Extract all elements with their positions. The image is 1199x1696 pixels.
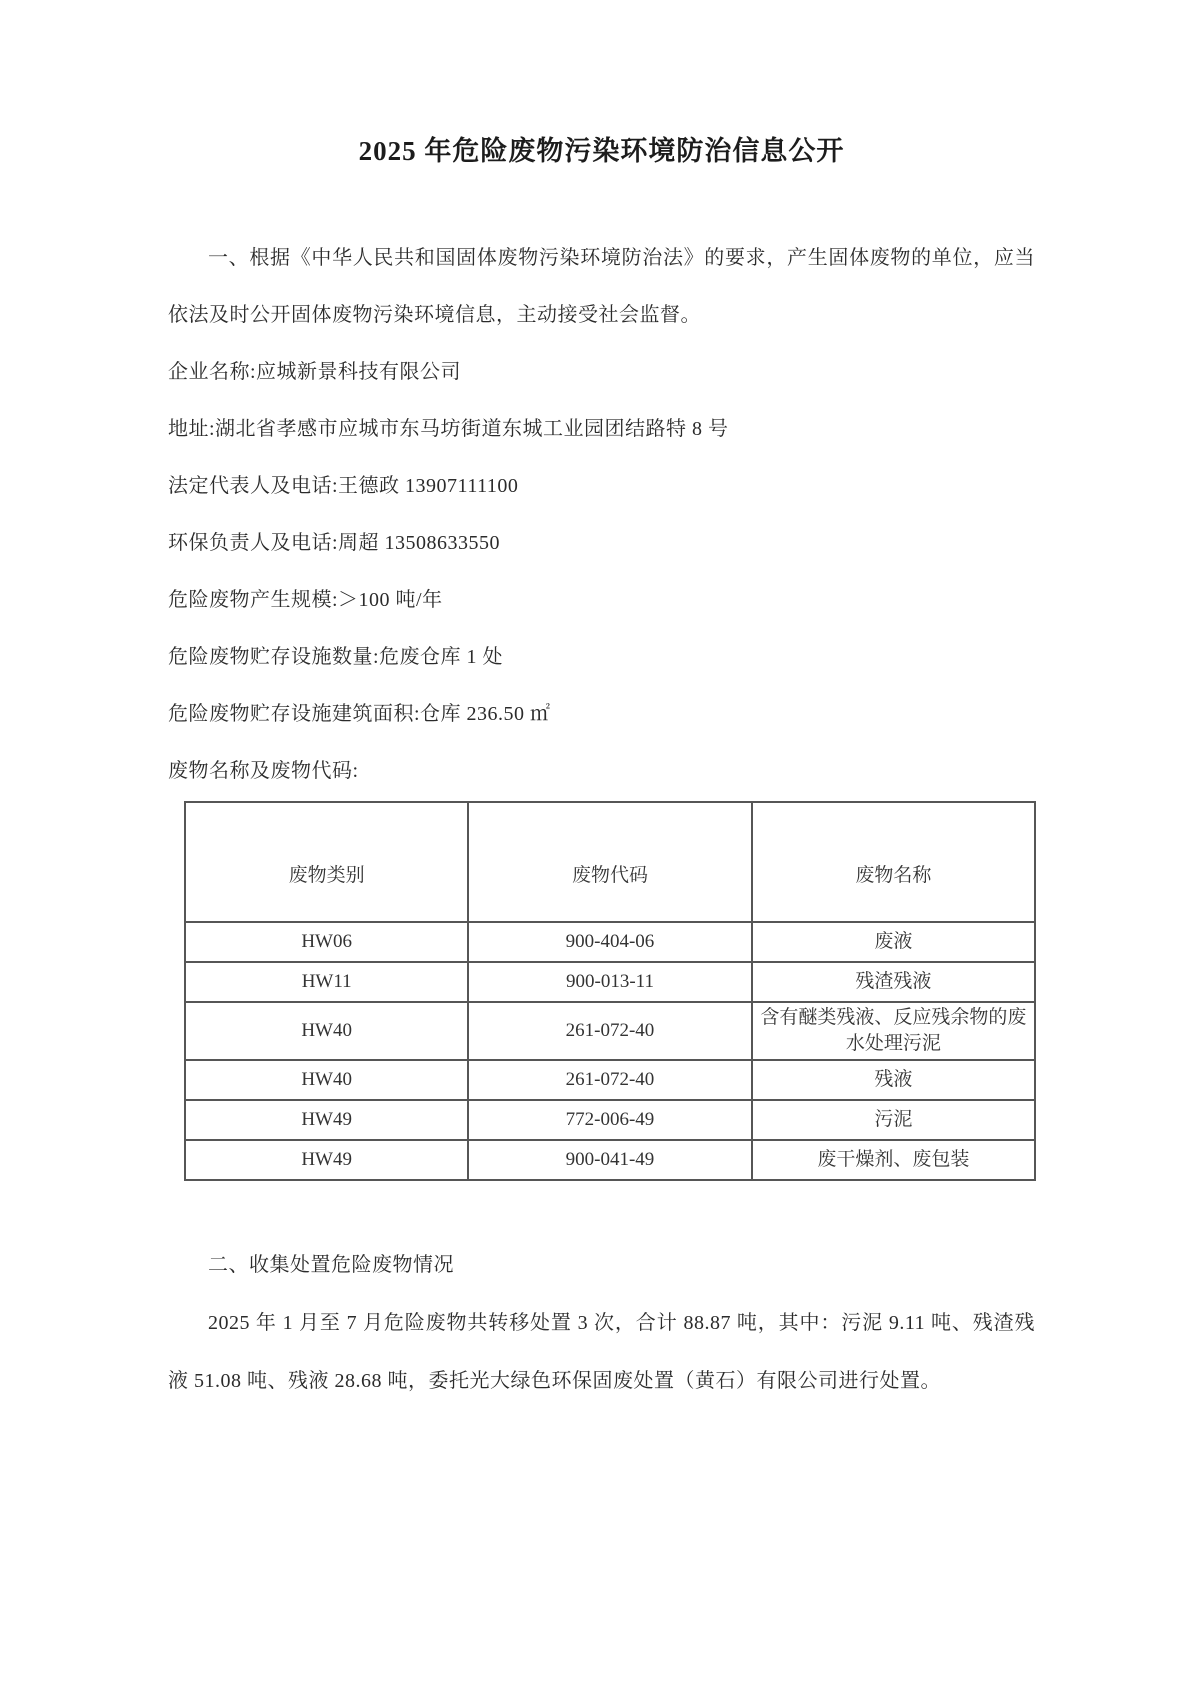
info-line-legal-representative: 法定代表人及电话:王德政 13907111100 [168, 475, 519, 497]
table-row [185, 1100, 1035, 1140]
cell-waste-code: 900-404-06 [468, 922, 751, 962]
cell-waste-category: HW11 [185, 962, 468, 1002]
table-row [185, 1060, 1035, 1100]
cell-waste-category: HW40 [185, 1060, 468, 1100]
cell-waste-category: HW06 [185, 922, 468, 962]
cell-waste-code: 900-013-11 [468, 962, 751, 1002]
column-header-waste-category: 废物类别 [185, 802, 468, 922]
table-row [185, 922, 1035, 962]
info-line-waste-codes-label: 废物名称及废物代码: [168, 760, 359, 782]
info-line-company-name: 企业名称:应城新景科技有限公司 [168, 361, 462, 383]
cell-waste-name: 废干燥剂、废包装 [752, 1140, 1035, 1180]
info-line-environment-officer: 环保负责人及电话:周超 13508633550 [168, 532, 501, 554]
table-header-row [185, 802, 1035, 922]
cell-waste-name: 废液 [752, 922, 1035, 962]
table-row [185, 962, 1035, 1002]
intro-paragraph: 一、根据《中华人民共和国固体废物污染环境防治法》的要求，产生固体废物的单位，应当依法及时公开固体废物污染环境信息，主动接受社会监督。 [168, 247, 1035, 326]
info-line-production-scale: 危险废物产生规模:＞100 吨/年 [168, 589, 443, 611]
cell-waste-code: 261-072-40 [468, 1060, 751, 1100]
section2-heading: 二、收集处置危险废物情况 [208, 1254, 454, 1276]
document-title: 2025 年危险废物污染环境防治信息公开 [358, 136, 845, 166]
table-row [185, 1140, 1035, 1180]
table-row [185, 1002, 1035, 1060]
section2-paragraph: 2025 年 1 月至 7 月危险废物共转移处置 3 次，合计 88.87 吨，其中：污泥 9.11 吨、残渣残液 51.08 吨、残液 28.68 吨，委托光大绿色环保固废处置（黄石）有限公司进行处置。 [168, 1312, 1035, 1392]
cell-waste-category: HW40 [185, 1002, 468, 1060]
column-header-waste-name: 废物名称 [752, 802, 1035, 922]
cell-waste-name: 残渣残液 [752, 962, 1035, 1002]
cell-waste-category: HW49 [185, 1140, 468, 1180]
info-line-storage-facility-area: 危险废物贮存设施建筑面积:仓库 236.50 ㎡ [168, 703, 551, 725]
cell-waste-name: 残液 [752, 1060, 1035, 1100]
info-line-storage-facility-count: 危险废物贮存设施数量:危废仓库 1 处 [168, 646, 504, 668]
cell-waste-code: 261-072-40 [468, 1002, 751, 1060]
cell-waste-name: 污泥 [752, 1100, 1035, 1140]
cell-waste-category: HW49 [185, 1100, 468, 1140]
info-line-address: 地址:湖北省孝感市应城市东马坊街道东城工业园团结路特 8 号 [168, 418, 729, 440]
waste-code-table [184, 801, 1036, 1181]
column-header-waste-code: 废物代码 [468, 802, 751, 922]
cell-waste-code: 772-006-49 [468, 1100, 751, 1140]
cell-waste-name: 含有醚类残液、反应残余物的废水处理污泥 [752, 1002, 1035, 1060]
cell-waste-code: 900-041-49 [468, 1140, 751, 1180]
